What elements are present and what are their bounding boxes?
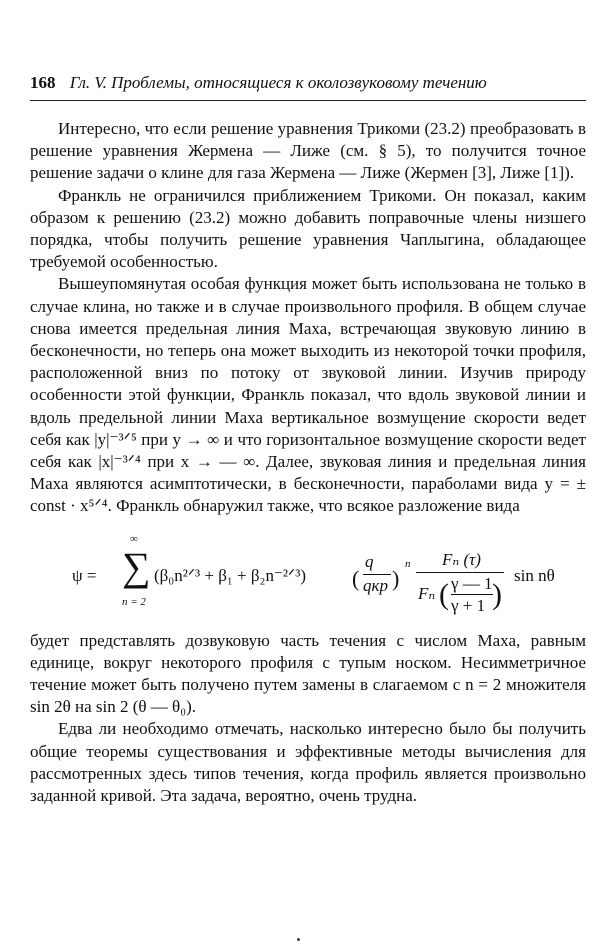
scan-mark	[297, 938, 300, 941]
paren-open: (	[352, 565, 360, 591]
paragraph-2: Франкль не ограничился приближением Трикоми. Он показал, каким образом к решению (23.2) можно добавить поправочные члены низшего порядка, чтобы получить решение уравнения Чаплыгина, обладающее требуемой особенностью.	[30, 185, 586, 272]
paragraph-3: Вышеупомянутая особая функция может быть использована не только в случае клина, но также и в случае произвольного профиля. В общем случае снова имеется предельная линия Маха, встречающая звуковую линию в бесконечности, но теперь она может выходить из некоторой точки профиля, расположенной вниз по потоку от звуковой линии. Изучив природу особенности этой функции, Франкль показал, что вдоль звуковой линии и вдоль предельной линии Маха вертикальное возмущение скорости ведет себя как |y|⁻³ᐟ⁵ при y → ∞ и что горизонтальное возмущение скорости ведет себя как |x|⁻³ᐟ⁴ при x → — ∞. Далее, звуковая линия и предельная линия Маха являются асимптотически, в бесконечности, параболами вида y = ± const · x⁵ᐟ⁴. Франкль обнаружил также, что всякое разложение вида	[30, 274, 586, 516]
inner-paren-close: )	[492, 577, 502, 611]
ratio-exponent: n	[405, 557, 411, 570]
formula-tail: sin nθ	[514, 565, 555, 585]
page-number: 168	[30, 73, 56, 92]
paragraph-5: Едва ли необходимо отмечать, насколько интересно было бы получить общие теоремы существования и эффективные методы вычисления для рассмотренных здесь типов течения, когда профиль является произвольно заданной кривой. Эта задача, вероятно, очень трудна.	[30, 719, 586, 806]
running-title: Гл. V. Проблемы, относящиеся к околозвуковому течению	[69, 73, 487, 92]
paren-close: )	[392, 565, 400, 591]
expansion-formula	[30, 520, 586, 626]
header-rule	[30, 100, 586, 101]
inner-fraction-bar	[451, 594, 493, 595]
fraction-numerator: Fₙ (τ)	[442, 549, 481, 569]
inner-denominator: γ + 1	[451, 595, 486, 615]
paragraph-1: Интересно, что если решение уравнения Трикоми (23.2) преобразовать в решение уравнения Жермена — Лиже (см. § 5), то получится точное решение задачи о клине для газа Жермена — Лиже (Жермен [3], Лиже [1]).	[30, 119, 586, 183]
inner-paren-open: (	[439, 577, 449, 611]
sum-sign: ∑	[122, 543, 151, 589]
page-body	[30, 118, 586, 807]
sum-lower-limit: n = 2	[122, 595, 146, 608]
ratio-fraction-bar	[363, 574, 391, 575]
series-coefficients: (β₀n²ᐟ³ + β₁ + β₂n⁻²ᐟ³)	[154, 565, 306, 585]
fraction-denominator-f: Fₙ	[418, 583, 436, 603]
sum-upper-limit: ∞	[130, 532, 138, 545]
formula-lhs: ψ =	[72, 565, 97, 585]
inner-numerator: γ — 1	[451, 573, 493, 593]
running-header	[30, 73, 586, 93]
paragraph-4: будет представлять дозвуковую часть течения с числом Маха, равным единице, вокруг некоторого профиля с тупым носком. Несимметричное течение может быть получено путем замены в слагаемом с n = 2 множителя sin 2θ на sin 2 (θ — θ₀).	[30, 630, 586, 717]
ratio-denominator: qкр	[363, 575, 388, 595]
main-fraction-bar	[416, 572, 504, 573]
ratio-numerator: q	[365, 551, 374, 571]
